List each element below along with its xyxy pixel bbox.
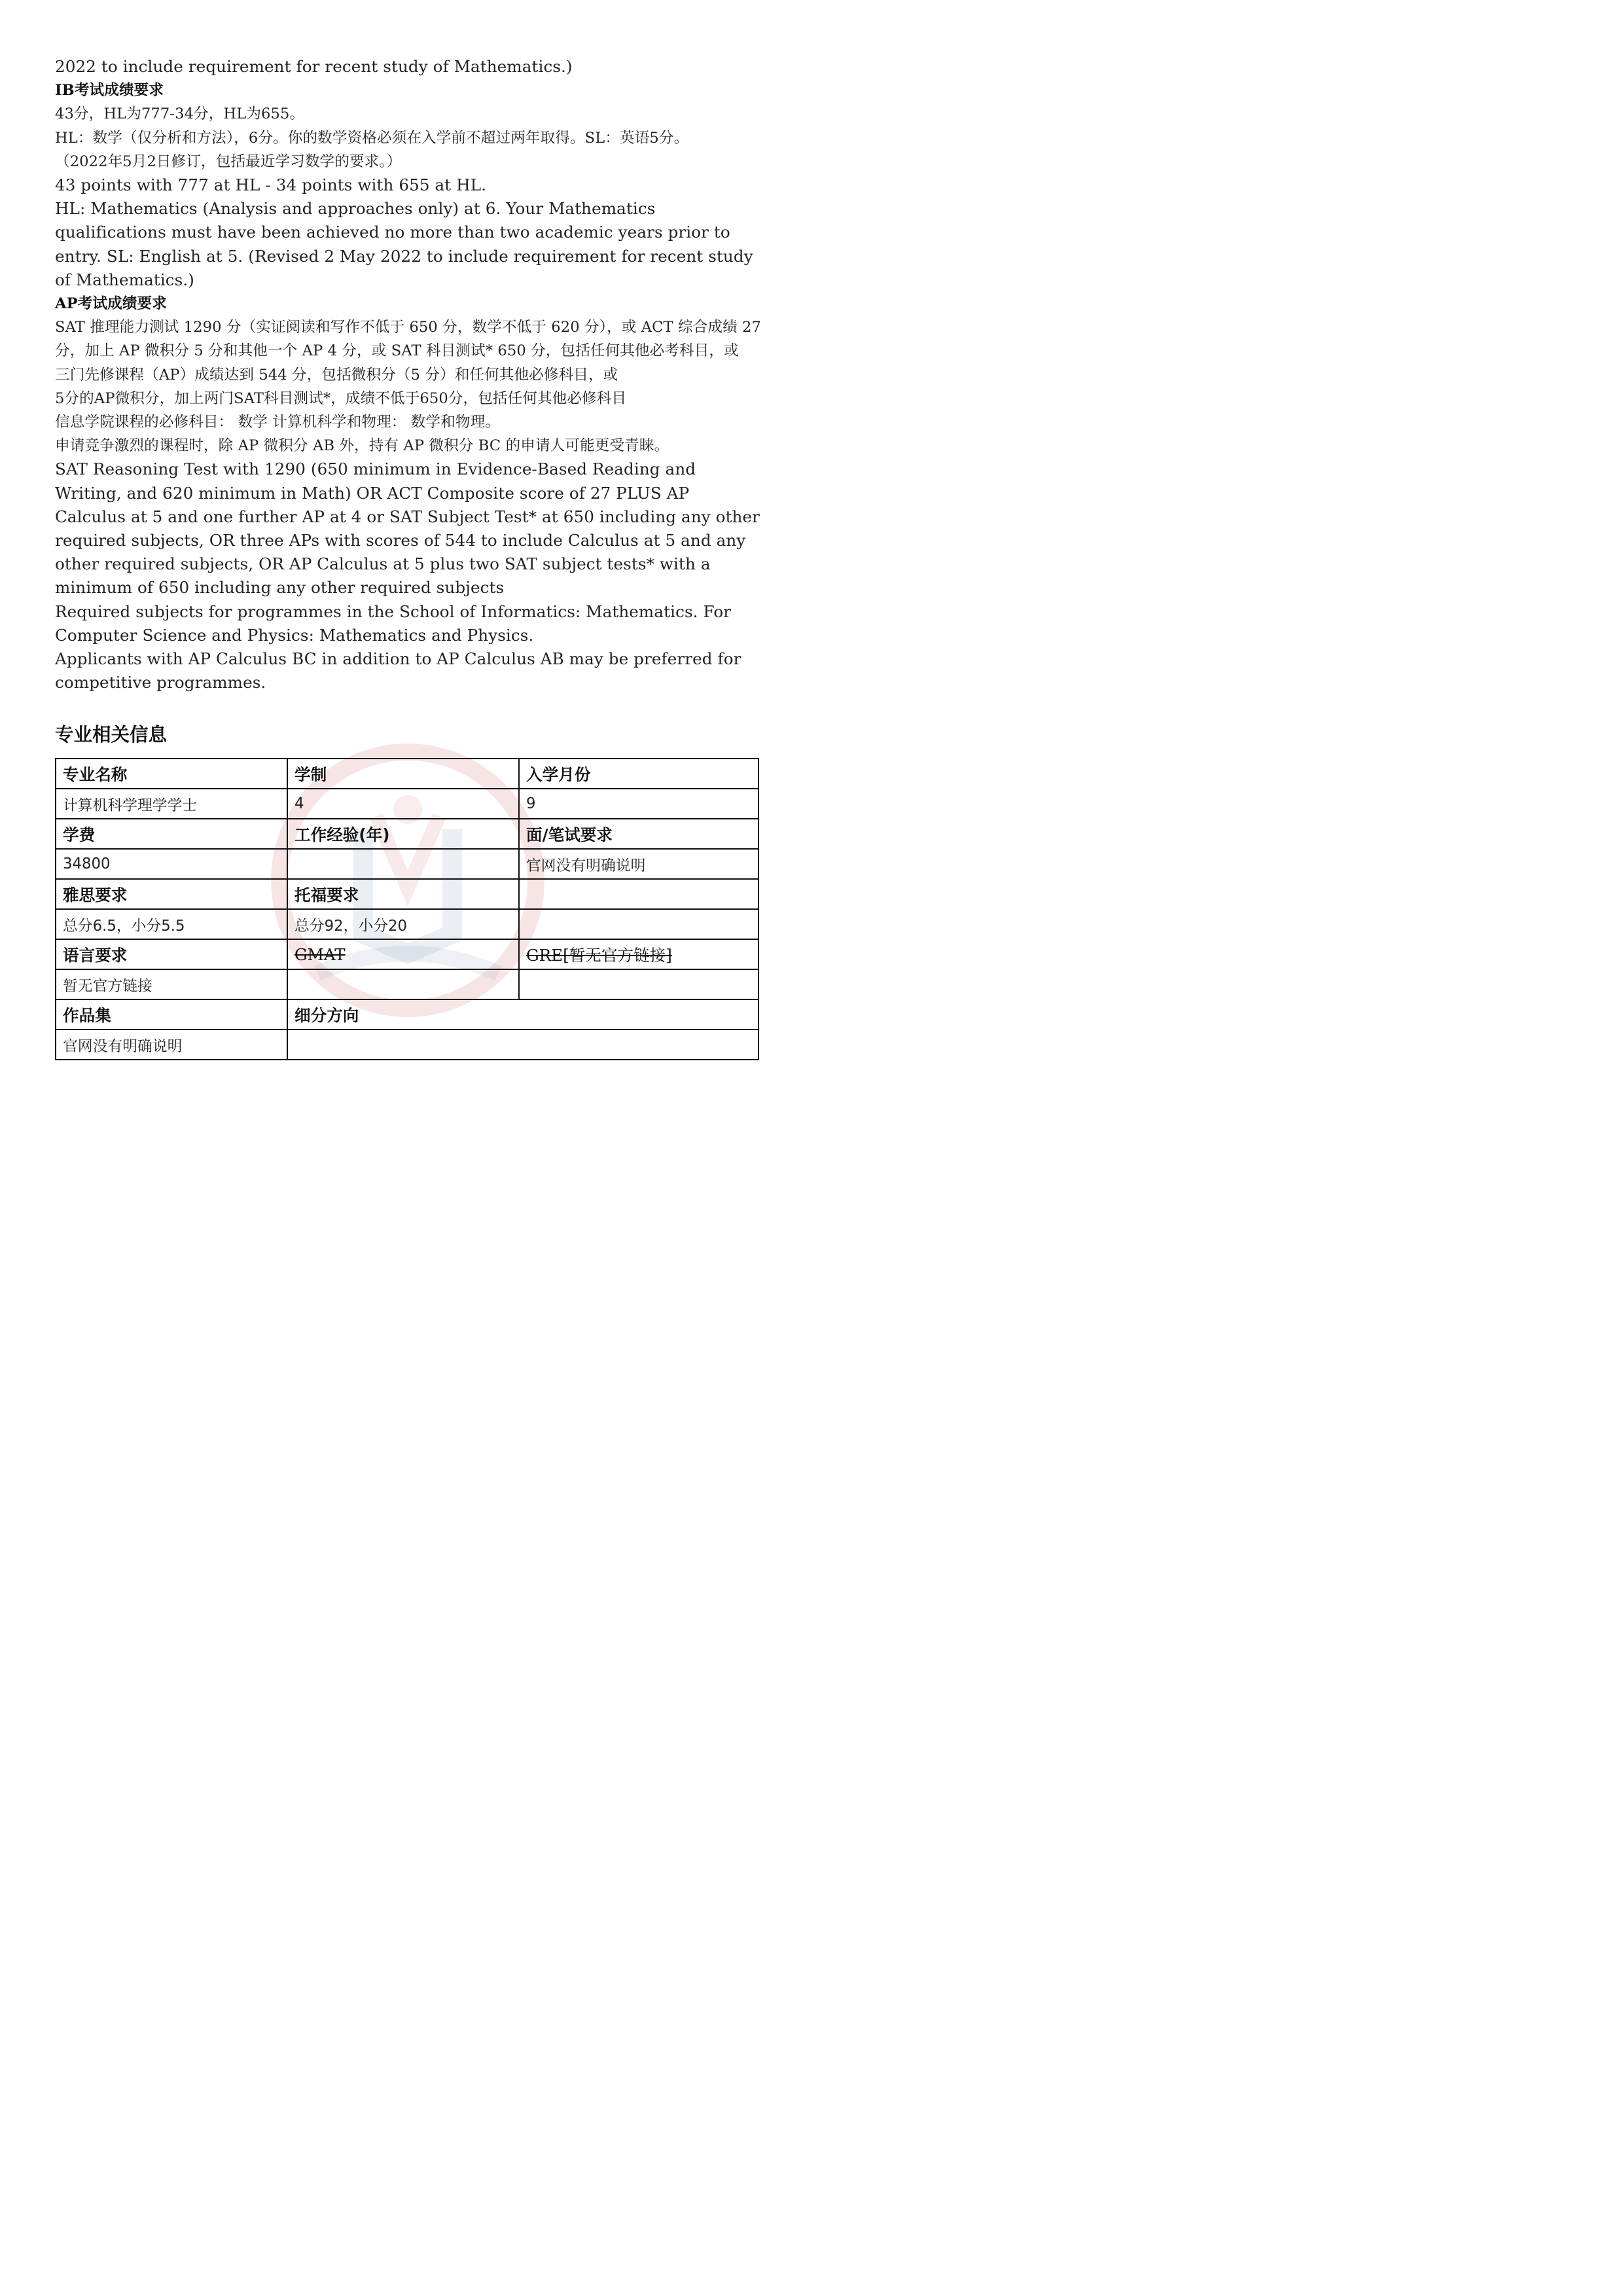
ap-en-paragraph-2: Required subjects for programmes in the School of Informatics: Mathematics. For Computer Science and Physics: Mathematics and Physics. — [55, 601, 732, 645]
table-header-cell: 托福要求 — [287, 879, 519, 909]
table-cell: 34800 — [56, 849, 287, 879]
table-header-cell: 作品集 — [56, 999, 287, 1030]
table-row — [56, 819, 758, 849]
table-row — [56, 849, 758, 879]
table-cell — [519, 909, 758, 939]
ap-cn-line-5: 申请竞争激烈的课程时，除 AP 微积分 AB 外，持有 AP 微积分 BC 的申请人可能更受青睐。 — [55, 437, 669, 455]
table-header-cell: 细分方向 — [287, 999, 758, 1030]
table-cell: 总分92，小分20 — [287, 909, 519, 939]
document-page — [0, 0, 812, 1148]
table-row — [56, 969, 758, 999]
table-header-cell-struck: GMAT — [287, 939, 519, 969]
ib-en-paragraph: HL: Mathematics (Analysis and approaches only) at 6. Your Mathematics qualifications must have been achieved no more than two academic years prior to entry. SL: English at 5. (Revised 2 May 2022 to include requirement for recent study of Mathematics.) — [55, 199, 753, 289]
table-cell — [287, 849, 519, 879]
ib-heading: IB考试成绩要求 — [55, 82, 164, 99]
table-row — [56, 759, 758, 789]
table-header-cell — [519, 879, 758, 909]
table-cell: 官网没有明确说明 — [56, 1030, 287, 1060]
ap-cn-paragraph-1: SAT 推理能力测试 1290 分（实证阅读和写作不低于 650 分，数学不低于 620 分），或 ACT 综合成绩 27 分，加上 AP 微积分 5 分和其他一个 AP 4 分，或 SAT 科目测试* 650 分，包括任何其他必考科目，或 — [55, 319, 762, 360]
table-header-cell: 面/笔试要求 — [519, 819, 758, 849]
table-header-cell: 雅思要求 — [56, 879, 287, 909]
ib-cn-line-2: HL：数学（仅分析和方法），6分。你的数学资格必须在入学前不超过两年取得。SL：英语5分。 — [55, 129, 689, 147]
requirements-text — [55, 55, 762, 694]
ib-cn-line-3: （2022年5月2日修订，包括最近学习数学的要求。） — [55, 152, 402, 170]
table-cell — [287, 1030, 758, 1060]
table-header-cell: 工作经验(年) — [287, 819, 519, 849]
ap-heading: AP考试成绩要求 — [55, 295, 167, 313]
table-header-cell: 专业名称 — [56, 759, 287, 789]
table-cell — [287, 969, 519, 999]
table-header-cell: 学制 — [287, 759, 519, 789]
table-row — [56, 999, 758, 1030]
intro-line: 2022 to include requirement for recent study of Mathematics.) — [55, 57, 573, 76]
table-row — [56, 789, 758, 819]
table-row — [56, 879, 758, 909]
ap-en-paragraph-1: SAT Reasoning Test with 1290 (650 minimum in Evidence-Based Reading and Writing, and 620 minimum in Math) OR ACT Composite score of 27 PLUS AP Calculus at 5 and one further AP at 4 or SAT Subject Test* at 650 including any other required subjects, OR three APs with scores of 544 to include Calculus at 5 and any other required subjects, OR AP Calculus at 5 plus two SAT subject tests* with a minimum of 650 including any other required subjects — [55, 459, 760, 598]
table-header-cell: 学费 — [56, 819, 287, 849]
table-cell: 暂无官方链接 — [56, 969, 287, 999]
ap-cn-line-4: 信息学院课程的必修科目： 数学 计算机科学和物理： 数学和物理。 — [55, 414, 500, 431]
table-cell: 官网没有明确说明 — [519, 849, 758, 879]
program-info-table — [55, 758, 759, 1060]
table-header-cell: 入学月份 — [519, 759, 758, 789]
ap-cn-line-3: 5分的AP微积分，加上两门SAT科目测试*，成绩不低于650分，包括任何其他必修科目 — [55, 389, 627, 407]
table-cell — [519, 969, 758, 999]
table-header-cell: 语言要求 — [56, 939, 287, 969]
table-cell: 总分6.5，小分5.5 — [56, 909, 287, 939]
ib-en-line-1: 43 points with 777 at HL - 34 points with 655 at HL. — [55, 175, 487, 195]
table-row — [56, 939, 758, 969]
table-cell: 计算机科学理学学士 — [56, 789, 287, 819]
table-cell: 4 — [287, 789, 519, 819]
ap-cn-line-2: 三门先修课程（AP）成绩达到 544 分，包括微积分（5 分）和任何其他必修科目，或 — [55, 366, 618, 384]
table-row — [56, 909, 758, 939]
section-title: 专业相关信息 — [55, 724, 168, 745]
ib-cn-line-1: 43分，HL为777-34分，HL为655。 — [55, 105, 305, 123]
ap-en-paragraph-3: Applicants with AP Calculus BC in addition to AP Calculus AB may be preferred for competitive programmes. — [55, 649, 741, 692]
table-cell: 9 — [519, 789, 758, 819]
table-header-cell-struck: GRE[暂无官方链接] — [519, 939, 758, 969]
table-row — [56, 1030, 758, 1060]
